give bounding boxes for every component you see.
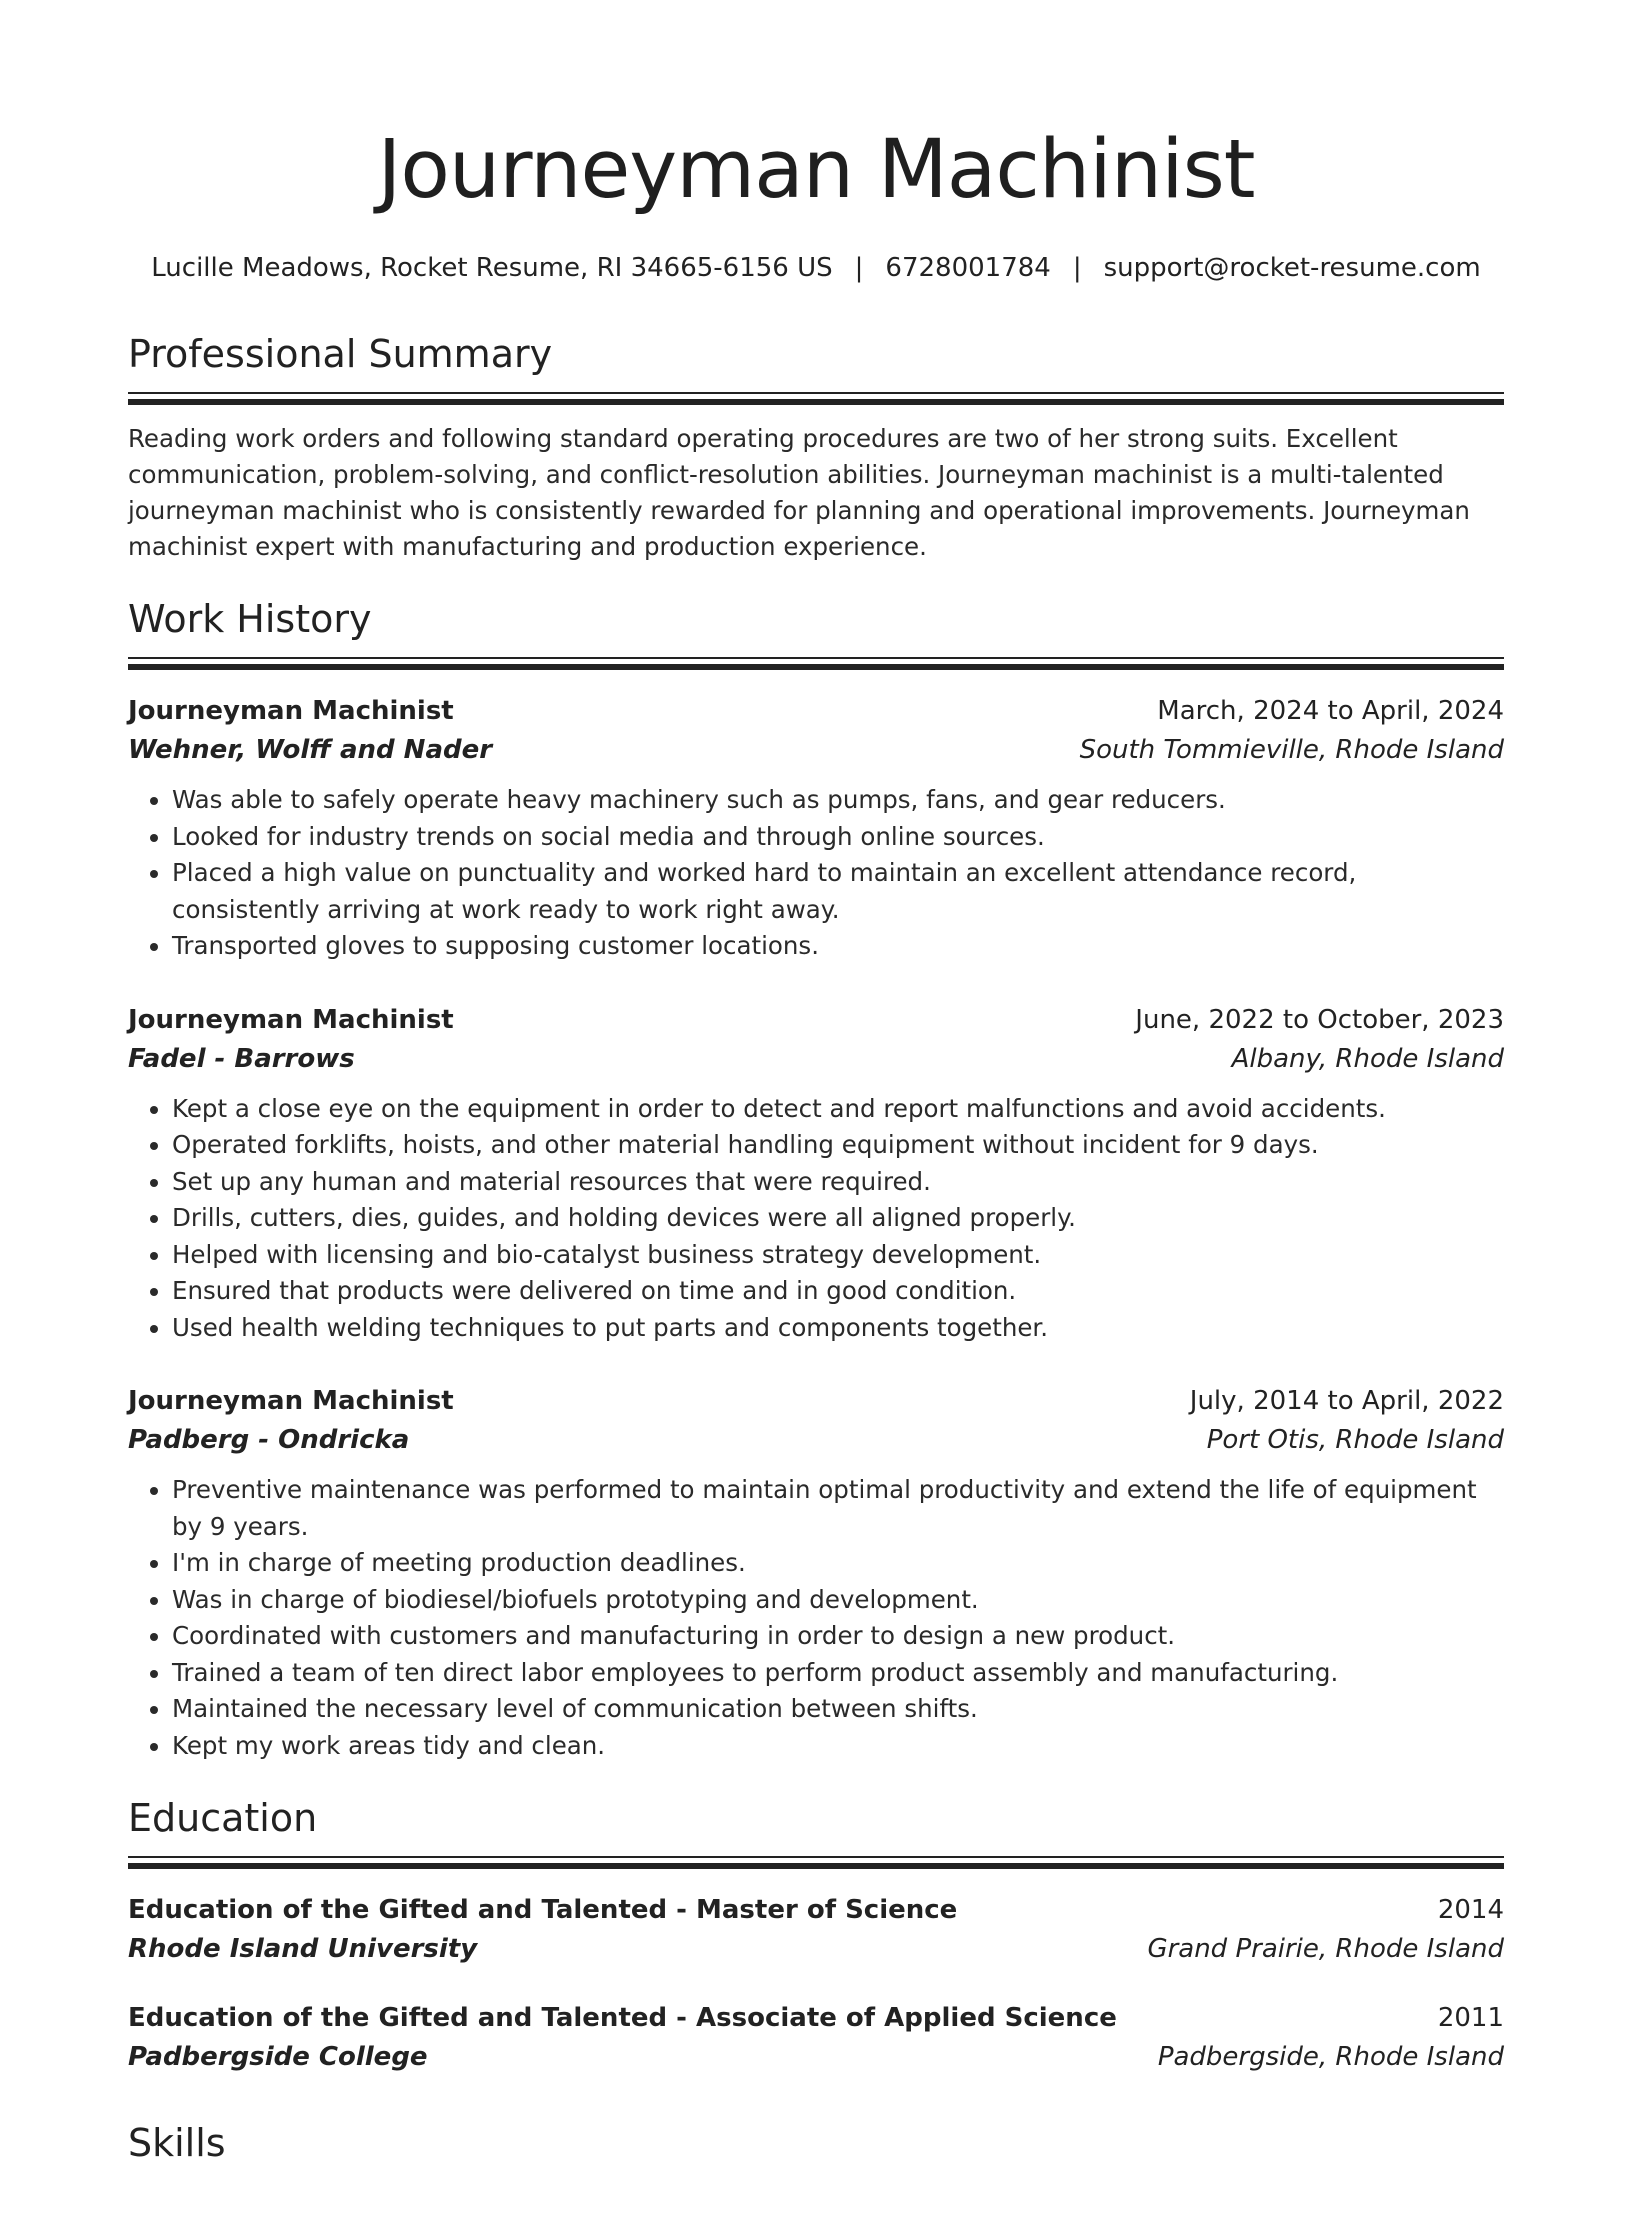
job-bullet: • Preventive maintenance was performed to maintain optimal productivity and extend the life of equipment by 9 years. (172, 1472, 1504, 1545)
job-title: Journeyman Machinist (128, 1004, 454, 1035)
job-dates: July, 2014 to April, 2022 (1189, 1386, 1504, 1416)
education-degree: Education of the Gifted and Talented - Associate of Applied Science (128, 2003, 1117, 2033)
job-header-row (128, 1382, 1504, 1420)
job-bullet: • Kept my work areas tidy and clean. (172, 1728, 1504, 1765)
summary-section (128, 330, 1504, 565)
education-school-row (128, 1929, 1504, 1969)
job-bullet: • Was able to safely operate heavy machinery such as pumps, fans, and gear reducers. (172, 782, 1504, 819)
job-bullet: • Helped with licensing and bio-catalyst business strategy development. (172, 1237, 1504, 1274)
job-entry (128, 1382, 1504, 1764)
job-company-row (128, 1039, 1504, 1079)
job-location: Port Otis, Rhode Island (1206, 1425, 1504, 1455)
job-bullet: • Looked for industry trends on social media and through online sources. (172, 819, 1504, 856)
education-school: Padbergside College (128, 2042, 428, 2072)
work-history-heading: Work History (128, 597, 372, 641)
job-company: Padberg - Ondricka (128, 1425, 410, 1455)
job-bullet: • Drills, cutters, dies, guides, and holding devices were all aligned properly. (172, 1200, 1504, 1237)
job-header-row (128, 1001, 1504, 1039)
job-location: South Tommieville, Rhode Island (1079, 735, 1504, 765)
job-bullet: • Was in charge of biodiesel/biofuels prototyping and development. (172, 1582, 1504, 1619)
job-bullet: • Kept a close eye on the equipment in order to detect and report malfunctions and avoid accidents. (172, 1091, 1504, 1128)
contact-separator: | (1072, 253, 1082, 283)
job-location: Albany, Rhode Island (1231, 1043, 1504, 1074)
job-company: Wehner, Wolff and Nader (128, 735, 493, 765)
job-bullet: • Trained a team of ten direct labor employees to perform product assembly and manufacturing. (172, 1655, 1504, 1692)
job-company-row (128, 730, 1504, 770)
education-degree: Education of the Gifted and Talented - Master of Science (128, 1895, 958, 1925)
skills-heading: Skills (128, 2121, 226, 2165)
education-year: 2011 (1437, 2003, 1504, 2033)
education-school-row (128, 2037, 1504, 2077)
contact-line (128, 250, 1504, 286)
education-location: Padbergside, Rhode Island (1157, 2042, 1504, 2072)
contact-address: Lucille Meadows, Rocket Resume, RI 34665-6156 US (151, 253, 833, 283)
resume-title: Journeyman Machinist (377, 123, 1255, 217)
job-bullet: • I'm in charge of meeting production deadlines. (172, 1545, 1504, 1582)
education-heading: Education (128, 1796, 318, 1840)
section-divider (128, 657, 1504, 670)
job-bullet: • Transported gloves to supposing customer locations. (172, 928, 1504, 965)
education-header-row (128, 1891, 1504, 1929)
job-bullet: • Coordinated with customers and manufacturing in order to design a new product. (172, 1618, 1504, 1655)
skills-section (128, 2119, 1504, 2167)
job-bullet: • Placed a high value on punctuality and worked hard to maintain an excellent attendance record, consistently arriving at work ready to work right away. (172, 855, 1504, 928)
job-entry (128, 692, 1504, 965)
section-divider (128, 392, 1504, 405)
job-company-row (128, 1420, 1504, 1460)
contact-phone: 6728001784 (885, 253, 1051, 283)
resume-page (0, 120, 1632, 2232)
job-title: Journeyman Machinist (128, 696, 454, 726)
contact-separator: | (854, 253, 864, 283)
job-bullets (128, 782, 1504, 965)
education-entry (128, 1891, 1504, 1969)
job-dates: June, 2022 to October, 2023 (1135, 1004, 1504, 1035)
summary-heading: Professional Summary (128, 332, 553, 376)
job-bullets (128, 1091, 1504, 1347)
job-entry (128, 1001, 1504, 1347)
work-history-section (128, 595, 1504, 1764)
contact-email: support@rocket-resume.com (1103, 253, 1481, 283)
job-bullet: • Set up any human and material resources that were required. (172, 1164, 1504, 1201)
section-divider (128, 1856, 1504, 1869)
education-school: Rhode Island University (128, 1934, 478, 1964)
job-header-row (128, 692, 1504, 730)
job-bullets (128, 1472, 1504, 1764)
job-title: Journeyman Machinist (128, 1386, 454, 1416)
education-entry (128, 1999, 1504, 2077)
job-dates: March, 2024 to April, 2024 (1157, 696, 1504, 726)
education-header-row (128, 1999, 1504, 2037)
job-company: Fadel - Barrows (128, 1043, 355, 1074)
job-bullet: • Used health welding techniques to put parts and components together. (172, 1310, 1504, 1347)
education-location: Grand Prairie, Rhode Island (1147, 1934, 1504, 1964)
education-section (128, 1794, 1504, 2077)
job-bullet: • Ensured that products were delivered on time and in good condition. (172, 1273, 1504, 1310)
job-bullet: • Operated forklifts, hoists, and other material handling equipment without incident for 9 days. (172, 1127, 1504, 1164)
summary-text: Reading work orders and following standard operating procedures are two of her strong suits. Excellent communication, problem-solving, and conflict-resolution abilities. Journeyman machinist is a multi-talented journeyman machinist who is consistently rewarded for planning and operational improvements. Journeyman machinist expert with manufacturing and production experience. (128, 424, 1470, 561)
education-year: 2014 (1437, 1895, 1504, 1925)
job-bullet: • Maintained the necessary level of communication between shifts. (172, 1691, 1504, 1728)
